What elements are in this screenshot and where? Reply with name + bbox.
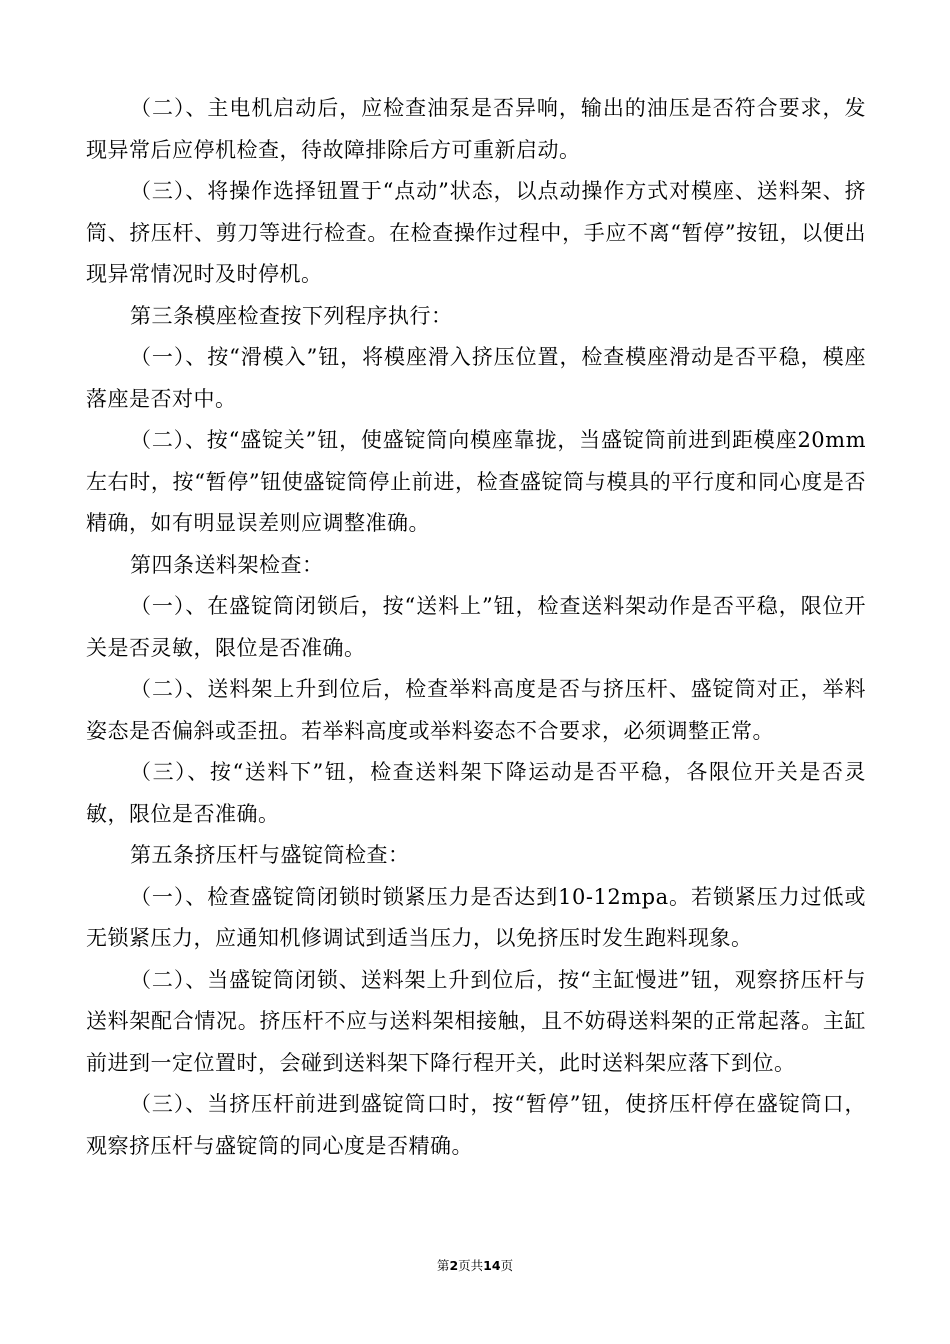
section-heading: 第四条送料架检查： [130,552,324,577]
footer-prefix: 第 [436,1258,450,1273]
section-heading: 第五条挤压杆与盛锭筒检查： [130,843,410,867]
paragraph: （三）、将操作选择钮置于“点动”状态，以点动操作方式对模座、送料架、挤筒、挤压杆、剪刀等进行检查。在检查操作过程中，手应不离“暂停”按钮，以便出现异常情况时及时停机。 [86,179,866,286]
paragraph: （二）、主电机启动后，应检查油泵是否异响，输出的油压是否符合要求，发现异常后应停机检查，待故障排除后方可重新启动。 [86,96,866,162]
paragraph: （二）、送料架上升到位后，检查举料高度是否与挤压杆、盛锭筒对正，举料姿态是否偏斜或歪扭。若举料高度或举料姿态不合要求，必须调整正常。 [86,677,866,743]
footer-suffix: 页 [500,1258,514,1273]
page-footer [0,1256,950,1274]
section-heading: 第三条模座检查按下列程序执行： [130,303,453,328]
total-pages-number: 14 [483,1258,501,1273]
paragraph: （一）、按“滑模入”钮，将模座滑入挤压位置，检查模座滑动是否平稳，模座落座是否对中。 [86,345,866,411]
paragraph: （二）、当盛锭筒闭锁、送料架上升到位后，按“主缸慢进”钮，观察挤压杆与送料架配合情况。挤压杆不应与送料架相接触，且不妨碍送料架的正常起落。主缸前进到一定位置时，会碰到送料架下降行程开关，此时送料架应落下到位。 [86,967,866,1075]
paragraph: （三）、当挤压杆前进到盛锭筒口时，按“暂停”钮，使挤压杆停在盛锭筒口，观察挤压杆与盛锭筒的同心度是否精确。 [86,1092,866,1158]
current-page-number: 2 [449,1258,459,1273]
document-body [86,88,866,1167]
paragraph: （二）、按“盛锭关”钮，使盛锭筒向模座靠拢，当盛锭筒前进到距模座20mm左右时，按“暂停”钮使盛锭筒停止前进，检查盛锭筒与模具的平行度和同心度是否精确，如有明显误差则应调整准确。 [86,428,866,535]
paragraph: （一）、检查盛锭筒闭锁时锁紧压力是否达到10-12mpa。若锁紧压力过低或无锁紧压力，应通知机修调试到适当压力，以免挤压时发生跑料现象。 [86,884,866,950]
paragraph: （一）、在盛锭筒闭锁后，按“送料上”钮，检查送料架动作是否平稳，限位开关是否灵敏，限位是否准确。 [86,594,866,660]
paragraph: （三）、按“送料下”钮，检查送料架下降运动是否平稳，各限位开关是否灵敏，限位是否准确。 [86,760,866,826]
footer-middle: 页共 [458,1258,484,1273]
